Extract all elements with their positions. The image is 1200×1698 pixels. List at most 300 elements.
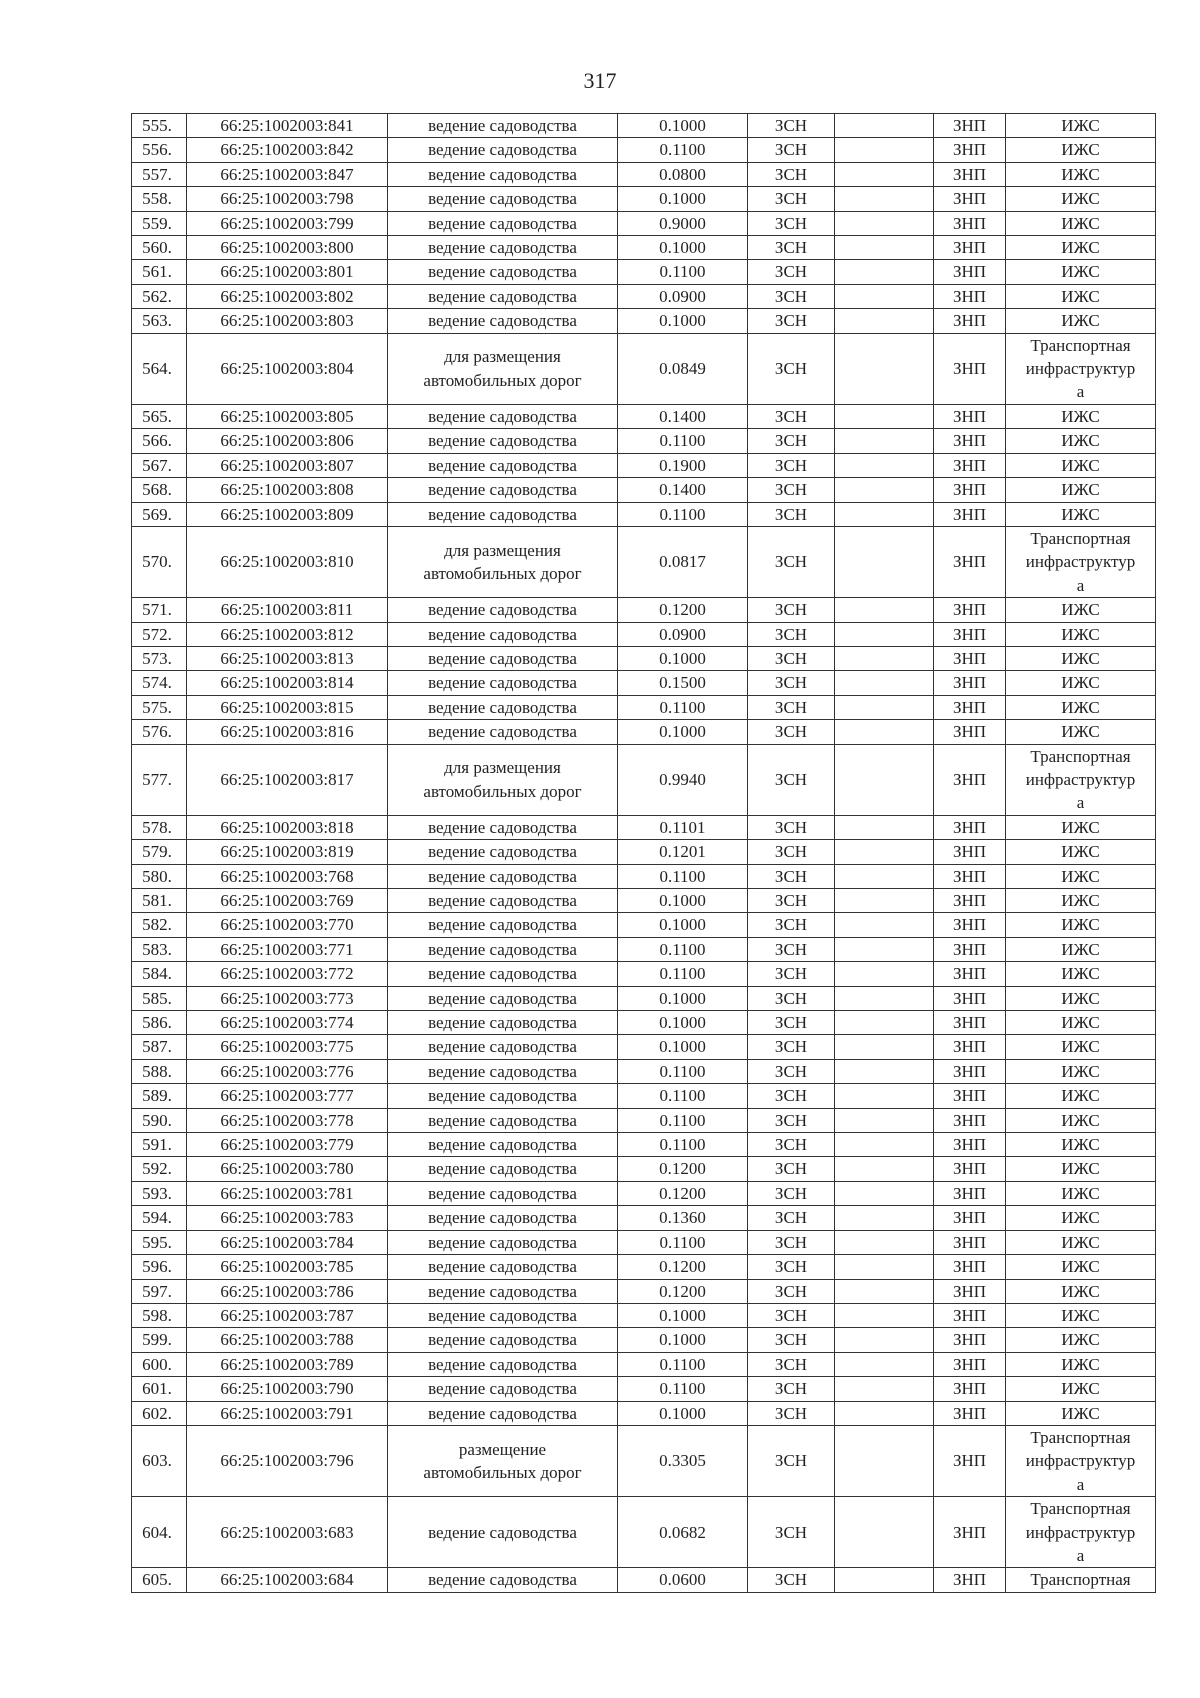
cadastral-number-cell: 66:25:1002003:779 — [187, 1133, 388, 1157]
permitted-use-cell: ведение садоводства — [388, 260, 618, 284]
area-cell: 0.1200 — [618, 1279, 748, 1303]
purpose-cell: ИЖС — [1006, 1011, 1156, 1035]
row-number-cell: 588. — [132, 1059, 187, 1083]
land-category-cell: ЗСН — [748, 502, 835, 526]
area-cell: 0.1100 — [618, 937, 748, 961]
cadastral-number-cell: 66:25:1002003:771 — [187, 937, 388, 961]
permitted-use-cell: ведение садоводства — [388, 1084, 618, 1108]
area-cell: 0.1100 — [618, 962, 748, 986]
cadastral-number-cell: 66:25:1002003:780 — [187, 1157, 388, 1181]
row-number-cell: 568. — [132, 478, 187, 502]
zone-cell: ЗНП — [934, 937, 1006, 961]
table-row — [132, 211, 1156, 235]
cadastral-number-cell: 66:25:1002003:770 — [187, 913, 388, 937]
table-row — [132, 1303, 1156, 1327]
cadastral-number-cell: 66:25:1002003:776 — [187, 1059, 388, 1083]
permitted-use-cell: ведение садоводства — [388, 1377, 618, 1401]
cadastral-number-cell: 66:25:1002003:819 — [187, 840, 388, 864]
area-cell: 0.1000 — [618, 1328, 748, 1352]
row-number-cell: 585. — [132, 986, 187, 1010]
row-number-cell: 587. — [132, 1035, 187, 1059]
cadastral-number-cell: 66:25:1002003:785 — [187, 1255, 388, 1279]
empty-cell — [835, 1108, 934, 1132]
table-row — [132, 309, 1156, 333]
row-number-cell: 598. — [132, 1303, 187, 1327]
permitted-use-cell: ведение садоводства — [388, 889, 618, 913]
permitted-use-cell: ведение садоводства — [388, 429, 618, 453]
zone-cell: ЗНП — [934, 333, 1006, 404]
table-row — [132, 260, 1156, 284]
purpose-cell: ИЖС — [1006, 187, 1156, 211]
land-category-cell: ЗСН — [748, 646, 835, 670]
table-row — [132, 1181, 1156, 1205]
row-number-cell: 555. — [132, 114, 187, 138]
zone-cell: ЗНП — [934, 453, 1006, 477]
empty-cell — [835, 502, 934, 526]
permitted-use-cell: ведение садоводства — [388, 162, 618, 186]
cadastral-number-cell: 66:25:1002003:799 — [187, 211, 388, 235]
zone-cell: ЗНП — [934, 622, 1006, 646]
land-category-cell: ЗСН — [748, 815, 835, 839]
permitted-use-cell: ведение садоводства — [388, 598, 618, 622]
land-category-cell: ЗСН — [748, 1206, 835, 1230]
permitted-use-cell: ведение садоводства — [388, 1059, 618, 1083]
empty-cell — [835, 622, 934, 646]
area-cell: 0.0849 — [618, 333, 748, 404]
zone-cell: ЗНП — [934, 211, 1006, 235]
purpose-cell: ИЖС — [1006, 937, 1156, 961]
purpose-cell: ИЖС — [1006, 1279, 1156, 1303]
land-plot-table — [131, 113, 1156, 1593]
permitted-use-cell: ведение садоводства — [388, 815, 618, 839]
cadastral-number-cell: 66:25:1002003:813 — [187, 646, 388, 670]
area-cell: 0.1000 — [618, 913, 748, 937]
row-number-cell: 556. — [132, 138, 187, 162]
zone-cell: ЗНП — [934, 1206, 1006, 1230]
table-row — [132, 114, 1156, 138]
permitted-use-cell: ведение садоводства — [388, 1206, 618, 1230]
land-category-cell: ЗСН — [748, 309, 835, 333]
purpose-cell: ИЖС — [1006, 429, 1156, 453]
table-row — [132, 333, 1156, 404]
zone-cell: ЗНП — [934, 236, 1006, 260]
table-row — [132, 502, 1156, 526]
permitted-use-cell: ведение садоводства — [388, 671, 618, 695]
cadastral-number-cell: 66:25:1002003:796 — [187, 1425, 388, 1496]
area-cell: 0.1100 — [618, 138, 748, 162]
empty-cell — [835, 114, 934, 138]
area-cell: 0.1100 — [618, 1108, 748, 1132]
zone-cell: ЗНП — [934, 1352, 1006, 1376]
table-row — [132, 162, 1156, 186]
purpose-cell: ИЖС — [1006, 1377, 1156, 1401]
row-number-cell: 564. — [132, 333, 187, 404]
zone-cell: ЗНП — [934, 162, 1006, 186]
zone-cell: ЗНП — [934, 502, 1006, 526]
cadastral-number-cell: 66:25:1002003:805 — [187, 404, 388, 428]
area-cell: 0.1100 — [618, 260, 748, 284]
cadastral-number-cell: 66:25:1002003:774 — [187, 1011, 388, 1035]
table-row — [132, 187, 1156, 211]
area-cell: 0.1000 — [618, 309, 748, 333]
area-cell: 0.1000 — [618, 236, 748, 260]
row-number-cell: 582. — [132, 913, 187, 937]
zone-cell: ЗНП — [934, 1497, 1006, 1568]
permitted-use-cell: ведение садоводства — [388, 114, 618, 138]
page-number: 317 — [583, 68, 617, 93]
zone-cell: ЗНП — [934, 138, 1006, 162]
table-row — [132, 1230, 1156, 1254]
purpose-cell: ИЖС — [1006, 478, 1156, 502]
row-number-cell: 559. — [132, 211, 187, 235]
empty-cell — [835, 937, 934, 961]
table-row — [132, 138, 1156, 162]
area-cell: 0.1000 — [618, 720, 748, 744]
empty-cell — [835, 1230, 934, 1254]
zone-cell: ЗНП — [934, 671, 1006, 695]
land-category-cell: ЗСН — [748, 284, 835, 308]
area-cell: 0.0900 — [618, 622, 748, 646]
zone-cell: ЗНП — [934, 478, 1006, 502]
cadastral-number-cell: 66:25:1002003:802 — [187, 284, 388, 308]
table-row — [132, 1011, 1156, 1035]
row-number-cell: 571. — [132, 598, 187, 622]
cadastral-number-cell: 66:25:1002003:800 — [187, 236, 388, 260]
area-cell: 0.1100 — [618, 695, 748, 719]
empty-cell — [835, 598, 934, 622]
empty-cell — [835, 429, 934, 453]
purpose-cell: ИЖС — [1006, 1206, 1156, 1230]
purpose-cell: ИЖС — [1006, 1108, 1156, 1132]
area-cell: 0.1000 — [618, 646, 748, 670]
area-cell: 0.1100 — [618, 864, 748, 888]
row-number-cell: 601. — [132, 1377, 187, 1401]
row-number-cell: 600. — [132, 1352, 187, 1376]
cadastral-number-cell: 66:25:1002003:816 — [187, 720, 388, 744]
permitted-use-cell: ведение садоводства — [388, 1255, 618, 1279]
purpose-cell: ИЖС — [1006, 502, 1156, 526]
area-cell: 0.1000 — [618, 1401, 748, 1425]
land-category-cell: ЗСН — [748, 1352, 835, 1376]
permitted-use-cell: ведение садоводства — [388, 1303, 618, 1327]
row-number-cell: 561. — [132, 260, 187, 284]
permitted-use-cell: ведение садоводства — [388, 1133, 618, 1157]
table-row — [132, 1377, 1156, 1401]
zone-cell: ЗНП — [934, 1011, 1006, 1035]
row-number-cell: 562. — [132, 284, 187, 308]
cadastral-number-cell: 66:25:1002003:804 — [187, 333, 388, 404]
empty-cell — [835, 1181, 934, 1205]
row-number-cell: 560. — [132, 236, 187, 260]
empty-cell — [835, 138, 934, 162]
area-cell: 0.1500 — [618, 671, 748, 695]
row-number-cell: 605. — [132, 1568, 187, 1592]
area-cell: 0.1101 — [618, 815, 748, 839]
zone-cell: ЗНП — [934, 840, 1006, 864]
row-number-cell: 563. — [132, 309, 187, 333]
table-row — [132, 284, 1156, 308]
zone-cell: ЗНП — [934, 864, 1006, 888]
purpose-cell: ИЖС — [1006, 1303, 1156, 1327]
row-number-cell: 558. — [132, 187, 187, 211]
purpose-cell: ИЖС — [1006, 1084, 1156, 1108]
table-row — [132, 1206, 1156, 1230]
row-number-cell: 570. — [132, 526, 187, 597]
zone-cell: ЗНП — [934, 1401, 1006, 1425]
area-cell: 0.1201 — [618, 840, 748, 864]
row-number-cell: 591. — [132, 1133, 187, 1157]
table-row — [132, 986, 1156, 1010]
purpose-cell: ИЖС — [1006, 962, 1156, 986]
purpose-cell: ИЖС — [1006, 1035, 1156, 1059]
zone-cell: ЗНП — [934, 962, 1006, 986]
row-number-cell: 565. — [132, 404, 187, 428]
row-number-cell: 580. — [132, 864, 187, 888]
empty-cell — [835, 671, 934, 695]
purpose-cell: ИЖС — [1006, 1255, 1156, 1279]
table-row — [132, 1059, 1156, 1083]
permitted-use-cell: ведение садоводства — [388, 1328, 618, 1352]
purpose-cell: Транспортная инфраструктур а — [1006, 744, 1156, 815]
purpose-cell: ИЖС — [1006, 162, 1156, 186]
purpose-cell: Транспортная инфраструктур а — [1006, 1497, 1156, 1568]
land-category-cell: ЗСН — [748, 1084, 835, 1108]
zone-cell: ЗНП — [934, 260, 1006, 284]
land-category-cell: ЗСН — [748, 1377, 835, 1401]
area-cell: 0.1000 — [618, 114, 748, 138]
row-number-cell: 586. — [132, 1011, 187, 1035]
purpose-cell: ИЖС — [1006, 1181, 1156, 1205]
land-category-cell: ЗСН — [748, 478, 835, 502]
purpose-cell: Транспортная — [1006, 1568, 1156, 1592]
area-cell: 0.1000 — [618, 1011, 748, 1035]
purpose-cell: ИЖС — [1006, 114, 1156, 138]
land-category-cell: ЗСН — [748, 1181, 835, 1205]
row-number-cell: 597. — [132, 1279, 187, 1303]
zone-cell: ЗНП — [934, 404, 1006, 428]
cadastral-number-cell: 66:25:1002003:773 — [187, 986, 388, 1010]
table-body — [132, 114, 1156, 1593]
purpose-cell: ИЖС — [1006, 309, 1156, 333]
zone-cell: ЗНП — [934, 284, 1006, 308]
zone-cell: ЗНП — [934, 1568, 1006, 1592]
row-number-cell: 578. — [132, 815, 187, 839]
empty-cell — [835, 309, 934, 333]
permitted-use-cell: ведение садоводства — [388, 1401, 618, 1425]
cadastral-number-cell: 66:25:1002003:790 — [187, 1377, 388, 1401]
table-row — [132, 889, 1156, 913]
land-category-cell: ЗСН — [748, 962, 835, 986]
permitted-use-cell: ведение садоводства — [388, 1497, 618, 1568]
permitted-use-cell: ведение садоводства — [388, 622, 618, 646]
permitted-use-cell: ведение садоводства — [388, 502, 618, 526]
row-number-cell: 590. — [132, 1108, 187, 1132]
table-row — [132, 526, 1156, 597]
table-row — [132, 1328, 1156, 1352]
permitted-use-cell: размещение автомобильных дорог — [388, 1425, 618, 1496]
zone-cell: ЗНП — [934, 1303, 1006, 1327]
table-row — [132, 646, 1156, 670]
empty-cell — [835, 864, 934, 888]
cadastral-number-cell: 66:25:1002003:847 — [187, 162, 388, 186]
empty-cell — [835, 840, 934, 864]
land-category-cell: ЗСН — [748, 260, 835, 284]
area-cell: 0.1000 — [618, 187, 748, 211]
purpose-cell: ИЖС — [1006, 695, 1156, 719]
empty-cell — [835, 526, 934, 597]
area-cell: 0.1000 — [618, 1035, 748, 1059]
table-row — [132, 1425, 1156, 1496]
permitted-use-cell: ведение садоводства — [388, 1157, 618, 1181]
area-cell: 0.0600 — [618, 1568, 748, 1592]
zone-cell: ЗНП — [934, 1181, 1006, 1205]
cadastral-number-cell: 66:25:1002003:814 — [187, 671, 388, 695]
row-number-cell: 576. — [132, 720, 187, 744]
cadastral-number-cell: 66:25:1002003:815 — [187, 695, 388, 719]
cadastral-number-cell: 66:25:1002003:786 — [187, 1279, 388, 1303]
zone-cell: ЗНП — [934, 720, 1006, 744]
land-category-cell: ЗСН — [748, 1059, 835, 1083]
permitted-use-cell: ведение садоводства — [388, 1035, 618, 1059]
table-row — [132, 1157, 1156, 1181]
land-category-cell: ЗСН — [748, 913, 835, 937]
area-cell: 0.1400 — [618, 478, 748, 502]
row-number-cell: 593. — [132, 1181, 187, 1205]
land-category-cell: ЗСН — [748, 1497, 835, 1568]
permitted-use-cell: ведение садоводства — [388, 720, 618, 744]
permitted-use-cell: ведение садоводства — [388, 913, 618, 937]
empty-cell — [835, 453, 934, 477]
land-category-cell: ЗСН — [748, 404, 835, 428]
zone-cell: ЗНП — [934, 114, 1006, 138]
permitted-use-cell: ведение садоводства — [388, 864, 618, 888]
cadastral-number-cell: 66:25:1002003:806 — [187, 429, 388, 453]
table-row — [132, 1401, 1156, 1425]
purpose-cell: ИЖС — [1006, 1352, 1156, 1376]
cadastral-number-cell: 66:25:1002003:781 — [187, 1181, 388, 1205]
empty-cell — [835, 962, 934, 986]
land-category-cell: ЗСН — [748, 211, 835, 235]
row-number-cell: 566. — [132, 429, 187, 453]
zone-cell: ЗНП — [934, 1035, 1006, 1059]
empty-cell — [835, 260, 934, 284]
empty-cell — [835, 284, 934, 308]
zone-cell: ЗНП — [934, 1425, 1006, 1496]
land-category-cell: ЗСН — [748, 1328, 835, 1352]
table-row — [132, 453, 1156, 477]
area-cell: 0.1200 — [618, 1255, 748, 1279]
zone-cell: ЗНП — [934, 1255, 1006, 1279]
table-row — [132, 864, 1156, 888]
purpose-cell: ИЖС — [1006, 986, 1156, 1010]
empty-cell — [835, 1084, 934, 1108]
purpose-cell: ИЖС — [1006, 236, 1156, 260]
area-cell: 0.1200 — [618, 598, 748, 622]
permitted-use-cell: для размещения автомобильных дорог — [388, 526, 618, 597]
area-cell: 0.1400 — [618, 404, 748, 428]
empty-cell — [835, 1425, 934, 1496]
table-row — [132, 840, 1156, 864]
empty-cell — [835, 1328, 934, 1352]
land-category-cell: ЗСН — [748, 720, 835, 744]
zone-cell: ЗНП — [934, 526, 1006, 597]
empty-cell — [835, 646, 934, 670]
row-number-cell: 595. — [132, 1230, 187, 1254]
cadastral-number-cell: 66:25:1002003:842 — [187, 138, 388, 162]
empty-cell — [835, 1352, 934, 1376]
land-category-cell: ЗСН — [748, 187, 835, 211]
cadastral-number-cell: 66:25:1002003:787 — [187, 1303, 388, 1327]
area-cell: 0.1100 — [618, 1377, 748, 1401]
table-row — [132, 1084, 1156, 1108]
permitted-use-cell: ведение садоводства — [388, 962, 618, 986]
empty-cell — [835, 1497, 934, 1568]
land-category-cell: ЗСН — [748, 1035, 835, 1059]
zone-cell: ЗНП — [934, 744, 1006, 815]
zone-cell: ЗНП — [934, 1059, 1006, 1083]
area-cell: 0.1100 — [618, 502, 748, 526]
empty-cell — [835, 1568, 934, 1592]
cadastral-number-cell: 66:25:1002003:809 — [187, 502, 388, 526]
permitted-use-cell: ведение садоводства — [388, 284, 618, 308]
land-category-cell: ЗСН — [748, 333, 835, 404]
row-number-cell: 604. — [132, 1497, 187, 1568]
area-cell: 0.1100 — [618, 1084, 748, 1108]
permitted-use-cell: ведение садоводства — [388, 404, 618, 428]
permitted-use-cell: ведение садоводства — [388, 840, 618, 864]
row-number-cell: 581. — [132, 889, 187, 913]
area-cell: 0.1100 — [618, 429, 748, 453]
purpose-cell: ИЖС — [1006, 1230, 1156, 1254]
cadastral-number-cell: 66:25:1002003:812 — [187, 622, 388, 646]
row-number-cell: 599. — [132, 1328, 187, 1352]
cadastral-number-cell: 66:25:1002003:789 — [187, 1352, 388, 1376]
cadastral-number-cell: 66:25:1002003:683 — [187, 1497, 388, 1568]
empty-cell — [835, 720, 934, 744]
permitted-use-cell: ведение садоводства — [388, 1011, 618, 1035]
zone-cell: ЗНП — [934, 429, 1006, 453]
permitted-use-cell: ведение садоводства — [388, 937, 618, 961]
land-category-cell: ЗСН — [748, 889, 835, 913]
table-row — [132, 962, 1156, 986]
purpose-cell: ИЖС — [1006, 913, 1156, 937]
table-row — [132, 622, 1156, 646]
purpose-cell: ИЖС — [1006, 598, 1156, 622]
empty-cell — [835, 478, 934, 502]
empty-cell — [835, 187, 934, 211]
empty-cell — [835, 744, 934, 815]
zone-cell: ЗНП — [934, 1108, 1006, 1132]
zone-cell: ЗНП — [934, 598, 1006, 622]
empty-cell — [835, 404, 934, 428]
land-category-cell: ЗСН — [748, 937, 835, 961]
permitted-use-cell: ведение садоводства — [388, 1181, 618, 1205]
empty-cell — [835, 986, 934, 1010]
empty-cell — [835, 1206, 934, 1230]
cadastral-number-cell: 66:25:1002003:784 — [187, 1230, 388, 1254]
table-row — [132, 1279, 1156, 1303]
table-row — [132, 1133, 1156, 1157]
zone-cell: ЗНП — [934, 695, 1006, 719]
land-category-cell: ЗСН — [748, 1303, 835, 1327]
permitted-use-cell: ведение садоводства — [388, 187, 618, 211]
table-row — [132, 1497, 1156, 1568]
permitted-use-cell: ведение садоводства — [388, 646, 618, 670]
empty-cell — [835, 1133, 934, 1157]
purpose-cell: ИЖС — [1006, 646, 1156, 670]
row-number-cell: 567. — [132, 453, 187, 477]
land-category-cell: ЗСН — [748, 1108, 835, 1132]
